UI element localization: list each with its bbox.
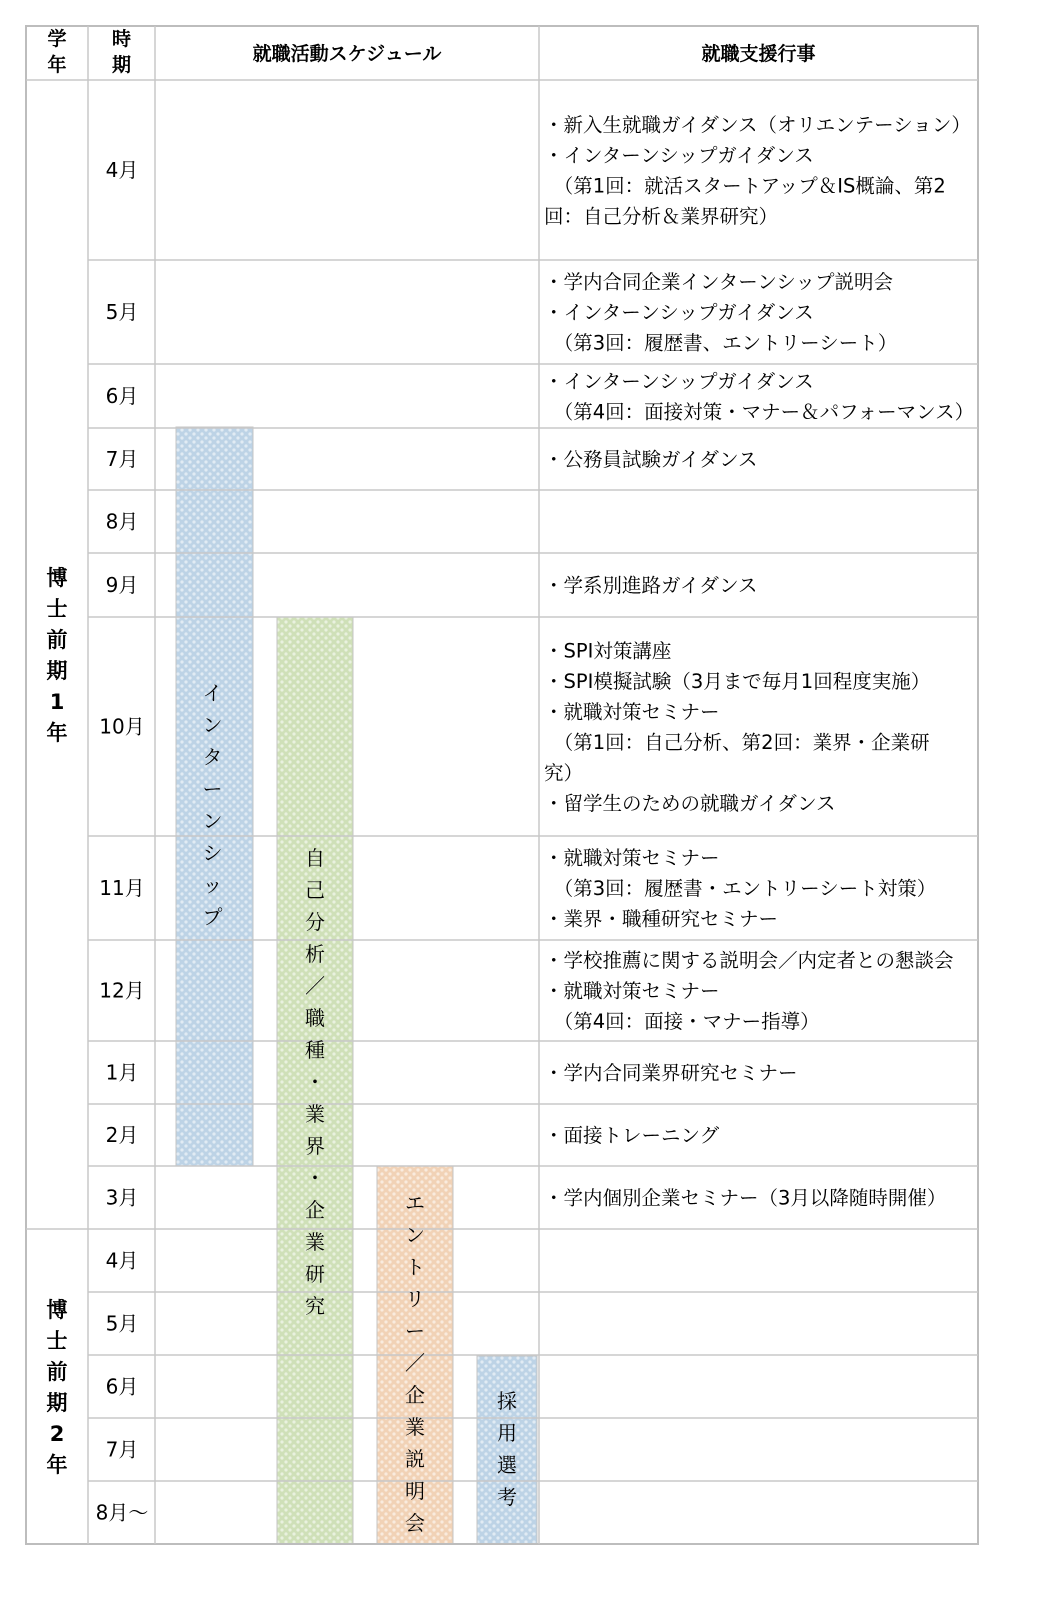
support-event: 究） xyxy=(544,761,584,785)
month-label: 2月 xyxy=(105,1123,139,1147)
support-event: ・学校推薦に関する説明会／内定者との懇談会 xyxy=(544,949,954,972)
support-event: （第3回：履歴書、エントリーシート） xyxy=(544,331,898,355)
support-event: 回：自己分析＆業界研究） xyxy=(544,204,779,228)
month-label: 4月 xyxy=(105,1248,139,1273)
table-border xyxy=(26,26,978,1544)
support-event: ・学内合同業界研究セミナー xyxy=(544,1061,798,1085)
month-label: 11月 xyxy=(99,876,145,900)
support-event: ・学系別進路ガイダンス xyxy=(544,574,758,597)
month-label: 5月 xyxy=(105,300,139,324)
header-period: 時期 xyxy=(111,28,132,76)
year-label: 博士前期 2 年 xyxy=(46,1298,68,1477)
support-event: ・就職対策セミナー xyxy=(544,700,720,724)
support-event: ・公務員試験ガイダンス xyxy=(544,448,758,471)
support-event: ・面接トレーニング xyxy=(544,1124,720,1147)
support-event: ・就職対策セミナー xyxy=(544,846,720,870)
header-grade: 学年 xyxy=(47,28,67,76)
support-event: ・学内個別企業セミナー（3月以降随時開催） xyxy=(544,1186,947,1210)
selection-bar-label: 採用選考 xyxy=(497,1389,517,1509)
year-label: 博士前期 1 年 xyxy=(46,566,68,745)
support-event: （第4回：面接対策・マナー＆パフォーマンス） xyxy=(544,400,975,424)
month-label: 5月 xyxy=(105,1311,139,1336)
support-event: ・業界・職種研究セミナー xyxy=(544,907,779,931)
support-event: ・就職対策セミナー xyxy=(544,979,720,1003)
month-label: 7月 xyxy=(105,1437,139,1462)
month-label: 4月 xyxy=(105,158,139,182)
month-label: 8月～ xyxy=(95,1500,149,1525)
selection-bar-texture xyxy=(477,1356,537,1544)
support-event: ・インターンシップガイダンス xyxy=(544,301,814,324)
support-event: （第1回：自己分析、第2回：業界・企業研 xyxy=(544,730,930,754)
month-label: 1月 xyxy=(105,1060,139,1085)
month-label: 3月 xyxy=(105,1185,139,1210)
month-label: 9月 xyxy=(105,573,139,597)
month-label: 8月 xyxy=(105,509,139,534)
support-event: ・SPI対策講座 xyxy=(544,639,672,663)
support-event: ・新入生就職ガイダンス（オリエンテーション） xyxy=(544,113,971,137)
support-event: （第4回：面接・マナー指導） xyxy=(544,1010,820,1033)
month-label: 10月 xyxy=(99,714,145,739)
internship-bar-label: インターンシップ xyxy=(202,681,223,929)
month-label: 7月 xyxy=(105,447,139,471)
header-support: 就職支援行事 xyxy=(701,43,816,65)
support-event: （第1回：就活スタートアップ＆IS概論、第2 xyxy=(544,174,946,198)
month-label: 6月 xyxy=(105,384,139,408)
month-label: 6月 xyxy=(105,1374,139,1399)
support-event: ・インターンシップガイダンス xyxy=(544,369,814,393)
support-event: ・SPI模擬試験（3月まで毎月1回程度実施） xyxy=(544,669,931,693)
header-schedule: 就職活動スケジュール xyxy=(252,43,442,65)
support-event: ・留学生のための就職ガイダンス xyxy=(544,791,836,815)
month-label: 12月 xyxy=(99,978,145,1003)
support-event: （第3回：履歴書・エントリーシート対策） xyxy=(544,877,937,900)
entry-bar-label: エントリー／企業説明会 xyxy=(405,1191,425,1535)
self-analysis-bar-label: 自己分析／職種・業界・企業研究 xyxy=(305,846,325,1318)
support-event: ・インターンシップガイダンス xyxy=(544,143,814,167)
support-event: ・学内合同企業インターンシップ説明会 xyxy=(544,270,893,294)
